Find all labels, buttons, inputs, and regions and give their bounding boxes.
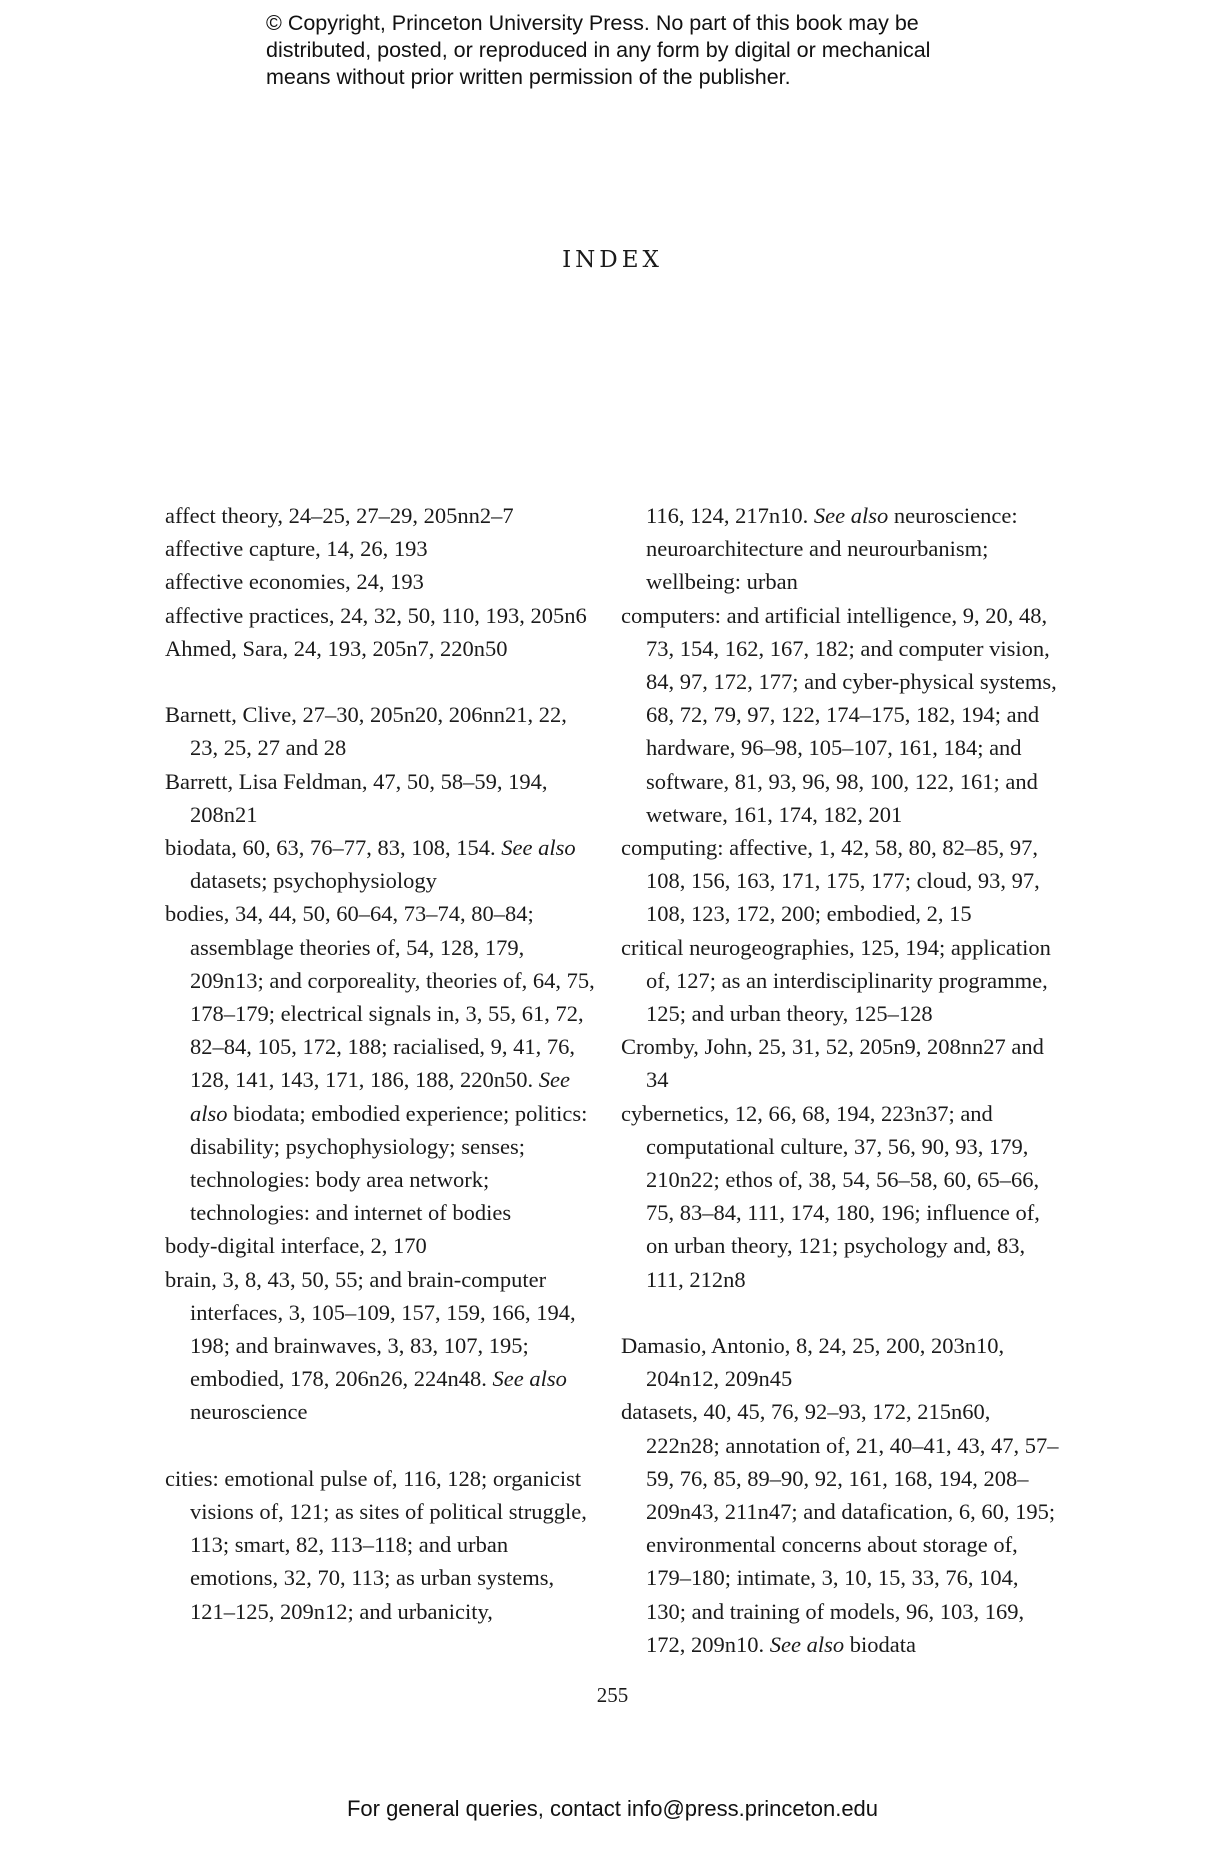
index-entry: computers: and artificial intelligence, 9, 20, 48, 73, 154, 162, 167, 182; and computer vision, 84, 97, 172, 177; and cyber-physical systems, 68, 72, 79, 97, 122, 174–175, 182, 194; and hardware, 96–98, 105–107, 161, 184; and software, 81, 93, 96, 98, 100, 122, 161; and wetware, 161, 174, 182, 201 — [621, 602, 1057, 827]
entry-text: neuroscience: neuroarchitecture and neurourbanism; wellbeing: urban — [646, 503, 1018, 595]
index-entry — [165, 831, 595, 897]
index-entry — [165, 1263, 595, 1429]
index-entry: cybernetics, 12, 66, 68, 194, 223n37; and computational culture, 37, 56, 90, 93, 179, 210n22; ethos of, 38, 54, 56–58, 60, 65–66, 75, 83–84, 111, 174, 180, 196; influence of, on urban theory, 121; psychology and, 83, 111, 212n8 — [621, 1100, 1040, 1292]
index-entry: computing: affective, 1, 42, 58, 80, 82–85, 97, 108, 156, 163, 171, 175, 177; cloud, 93, 97, 108, 123, 172, 200; embodied, 2, 15 — [621, 835, 1040, 927]
index-entry: Damasio, Antonio, 8, 24, 25, 200, 203n10, 204n12, 209n45 — [621, 1333, 1005, 1392]
entry-text: neuroscience — [190, 1399, 308, 1425]
index-entry: Barrett, Lisa Feldman, 47, 50, 58–59, 194, 208n21 — [165, 768, 548, 827]
letter-gap — [165, 665, 595, 698]
entry-text: bodies, 34, 44, 50, 60–64, 73–74, 80–84; assemblage theories of, 54, 128, 179, 209n13; and corporeality, theories of, 64, 75, 178–179; electrical signals in, 3, 55, 61, 72, 82–84, 105, 172, 188; racialised, 9, 41, 76, 128, 141, 143, 171, 186, 188, 220n50. — [165, 901, 595, 1093]
entry-text: biodata — [849, 1631, 916, 1657]
index-entry: affective economies, 24, 193 — [165, 569, 424, 595]
index-entry — [621, 1395, 1061, 1661]
entry-text: biodata, 60, 63, 76–77, 83, 108, 154. — [165, 835, 496, 861]
footer-contact: For general queries, contact info@press.princeton.edu — [346, 1796, 879, 1821]
entry-text: datasets; psychophysiology — [190, 868, 437, 894]
index-entry: Ahmed, Sara, 24, 193, 205n7, 220n50 — [165, 635, 508, 661]
see-also-ref: See also — [190, 1067, 570, 1126]
see-also-ref: See also — [492, 1366, 567, 1392]
entry-text: biodata; embodied experience; politics: disability; psychophysiology; senses; technologies: body area network; technologies: and internet of bodies — [190, 1100, 588, 1226]
page-number: 255 — [596, 1683, 629, 1707]
page-title: INDEX — [562, 247, 663, 273]
index-entry: Barnett, Clive, 27–30, 205n20, 206nn21, 22, 23, 25, 27 and 28 — [165, 702, 567, 761]
copyright-line: distributed, posted, or reproduced in any form by digital or mechanical — [266, 38, 931, 62]
index-column-right — [621, 499, 1061, 1661]
index-entry: body-digital interface, 2, 170 — [165, 1233, 427, 1259]
index-entry: cities: emotional pulse of, 116, 128; organicist visions of, 121; as sites of political struggle, 113; smart, 82, 113–118; and urban emotions, 32, 70, 113; as urban systems, 121–125, 209n12; and urbanicity, — [165, 1465, 587, 1624]
see-also-ref: See also — [813, 503, 889, 528]
index-entry: affect theory, 24–25, 27–29, 205nn2–7 — [165, 503, 514, 528]
copyright-notice — [266, 10, 1026, 91]
see-also-ref: See also — [501, 835, 576, 861]
entry-text: brain, 3, 8, 43, 50, 55; and brain-computer interfaces, 3, 105–109, 157, 159, 166, 194, 198; and brainwaves, 3, 83, 107, 195; embodied, 178, 206n26, 224n48. — [165, 1266, 576, 1392]
entry-text: 116, 124, 217n10. — [646, 503, 809, 528]
copyright-line: means without prior written permission of the publisher. — [266, 65, 791, 89]
copyright-line: © Copyright, Princeton University Press. No part of this book may be — [266, 11, 919, 35]
index-entry — [165, 897, 595, 1229]
index-column-left — [165, 499, 595, 1628]
index-entry: affective capture, 14, 26, 193 — [165, 536, 428, 562]
index-entry: critical neurogeographies, 125, 194; application of, 127; as an interdisciplinarity programme, 125; and urban theory, 125–128 — [621, 934, 1051, 1027]
index-entry-continued — [621, 499, 1061, 599]
letter-gap — [165, 1429, 595, 1462]
letter-gap — [621, 1296, 1061, 1329]
index-entry: Cromby, John, 25, 31, 52, 205n9, 208nn27 and 34 — [621, 1034, 1044, 1093]
entry-text: datasets, 40, 45, 76, 92–93, 172, 215n60, 222n28; annotation of, 21, 40–41, 43, 47, 57–59, 76, 85, 89–90, 92, 161, 168, 194, 208–209n43, 211n47; and datafication, 6, 60, 195; environmental concerns about storage of, 179–180; intimate, 3, 10, 15, 33, 76, 104, 130; and training of models, 96, 103, 169, 172, 209n10. — [621, 1399, 1059, 1657]
see-also-ref: See also — [769, 1631, 845, 1657]
index-entry: affective practices, 24, 32, 50, 110, 193, 205n6 — [165, 602, 587, 628]
